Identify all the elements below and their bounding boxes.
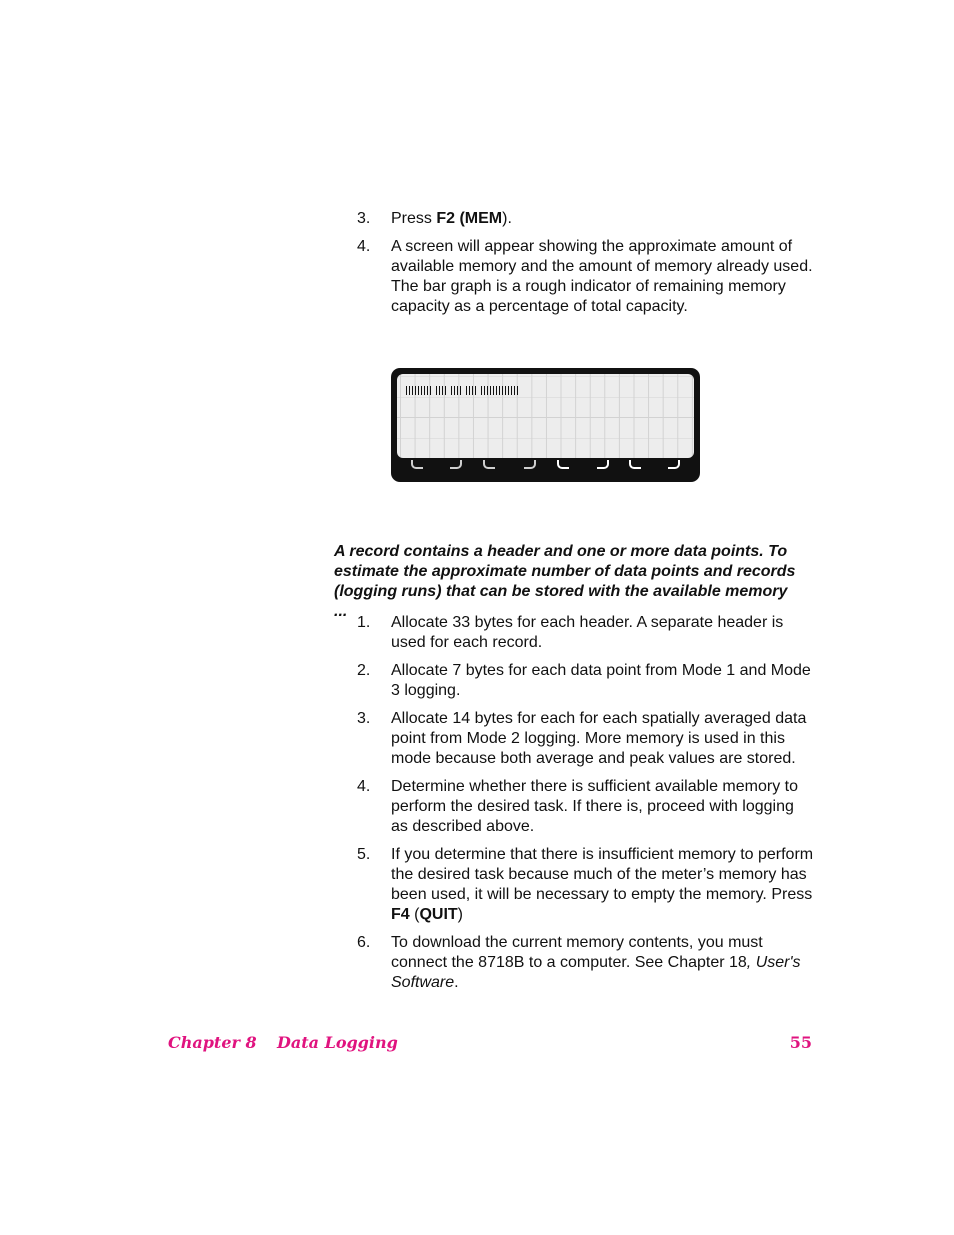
step-number: 5. — [357, 846, 371, 863]
record-estimate-intro: A record contains a header and one or more data points. To estimate the approximate number of data points and records (logging runs) that can be stored with the available memory ... — [334, 543, 796, 620]
step-list-memory — [334, 209, 814, 325]
key-name: F2 (MEM — [436, 210, 503, 227]
list-item — [334, 709, 814, 769]
footer-chapter-title: Data Logging — [277, 1033, 398, 1052]
step-number: 3. — [357, 710, 371, 727]
step-list-allocation — [334, 613, 814, 1001]
list-item: 5. If you determine that there is insufficient memory to perform the desired task because much of the meter’s memory has been used, it will be necessary to empty the memory. Press F4 (QUIT) — [357, 846, 814, 923]
software-reference: , User's Software — [391, 954, 801, 991]
list-item — [334, 613, 814, 653]
f1-key-bracket-left-icon — [411, 460, 423, 469]
list-item — [334, 237, 814, 317]
f4-key-bracket-right-icon — [668, 460, 680, 469]
step-number: 3. — [357, 210, 371, 227]
footer-chapter: Chapter 8 — [168, 1033, 257, 1052]
key-name: QUIT — [419, 906, 458, 923]
f4-key-bracket-left-icon — [629, 460, 641, 469]
lcd-screen-illustration — [391, 368, 700, 482]
f2-key-bracket-right-icon — [524, 460, 536, 469]
step-text: Allocate 7 bytes for each data point from Mode 1 and Mode 3 logging. — [391, 662, 811, 699]
f1-key-bracket-right-icon — [450, 460, 462, 469]
step-number: 1. — [357, 614, 371, 631]
f3-key-bracket-right-icon — [597, 460, 609, 469]
list-item — [334, 661, 814, 701]
lcd-display-panel — [397, 374, 694, 458]
step-number: 6. — [357, 934, 371, 951]
step-text: Allocate 33 bytes for each header. A separate header is used for each record. — [391, 614, 784, 651]
list-item: 3. Press F2 (MEM). — [357, 210, 512, 227]
memory-bar-segments — [406, 386, 522, 395]
step-number: 4. — [357, 778, 371, 795]
f2-key-bracket-left-icon — [483, 460, 495, 469]
step-text: Determine whether there is sufficient available memory to perform the desired task. If there is, proceed with logging as described above. — [391, 778, 798, 835]
step-text: A screen will appear showing the approximate amount of available memory and the amount of memory already used. The bar graph is a rough indicator of remaining memory capacity as a percentage of total capacity. — [391, 238, 813, 315]
list-item — [334, 777, 814, 837]
step-number: 4. — [357, 238, 371, 255]
list-item: 6. To download the current memory contents, you must connect the 8718B to a computer. See Chapter 18, User's Software. — [357, 934, 801, 991]
key-name: F4 — [391, 906, 410, 923]
step-text: Allocate 14 bytes for each for each spatially averaged data point from Mode 2 logging. More memory is used in this mode because both average and peak values are stored. — [391, 710, 807, 767]
page-footer — [168, 1033, 812, 1055]
step-number: 2. — [357, 662, 371, 679]
f3-key-bracket-left-icon — [557, 460, 569, 469]
page-number: 55 — [789, 1033, 812, 1052]
